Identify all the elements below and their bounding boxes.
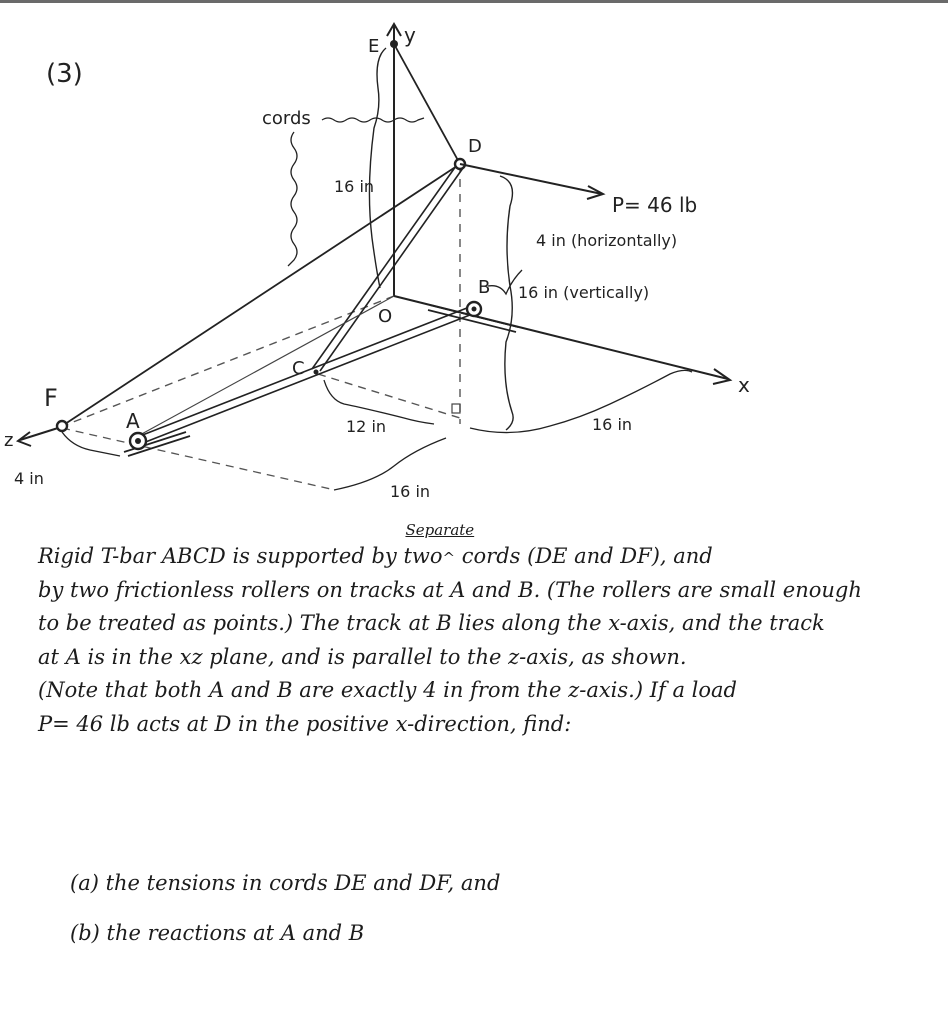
separate-note: Separate	[405, 521, 475, 539]
bar-AB-edge-1	[140, 306, 472, 436]
force-P-label: P= 46 lb	[612, 193, 698, 217]
line1-end: cords (DE and DF), and	[455, 544, 713, 568]
label-B: B	[478, 277, 491, 298]
dim-16-right-label: 16 in	[592, 415, 633, 434]
c-projection-line	[318, 374, 460, 418]
problem-number: (3)	[46, 59, 83, 89]
word-two: two	[403, 544, 443, 568]
bar-DC-edge-2	[320, 168, 463, 371]
label-C: C	[292, 358, 305, 379]
separate-insertion	[403, 521, 475, 574]
label-D: D	[468, 136, 482, 157]
roller-A-center	[135, 438, 141, 444]
dim-vertical-label: 16 in (vertically)	[518, 283, 650, 302]
z-axis	[58, 296, 394, 428]
cord-DE	[394, 44, 460, 164]
y-axis-label: y	[404, 23, 416, 47]
bar-upper-faint-line	[138, 296, 394, 436]
brace-4-left	[62, 432, 120, 456]
statement-line-4: at A is in the xz plane, and is parallel to the z-axis, as shown.	[38, 644, 687, 669]
x-axis-label: x	[738, 373, 750, 397]
line1-start: Rigid T-bar ABCD is supported by	[38, 544, 404, 568]
statement-line-2: by two frictionless rollers on tracks at A and B. (The rollers are small enough	[38, 577, 862, 602]
label-A: A	[126, 409, 140, 433]
problem-statement	[38, 521, 928, 742]
dim-16-bottom-label: 16 in	[390, 482, 431, 501]
label-F: F	[44, 384, 58, 412]
point-C-dot	[314, 370, 319, 375]
roller-B-center	[472, 307, 477, 312]
dim-horizontal-label: 4 in (horizontally)	[536, 231, 678, 250]
cords-pointer-right	[322, 118, 424, 122]
brace-ED	[369, 48, 386, 288]
bottom-projection-line	[62, 428, 335, 490]
point-F-dot	[57, 421, 67, 431]
dim-12-label: 12 in	[346, 417, 387, 436]
insertion-caret: ^	[442, 549, 456, 567]
brace-16-right	[470, 370, 692, 432]
question-b: (b) the reactions at A and B	[70, 921, 365, 946]
cord-DF	[62, 164, 460, 426]
statement-line-5: (Note that both A and B are exactly 4 in from the z-axis.) If a load	[38, 678, 737, 703]
brace-right-vertical	[500, 176, 513, 430]
dim-ED-label: 16 in	[334, 177, 375, 196]
force-P-arrow	[460, 164, 602, 194]
cords-label: cords	[262, 108, 311, 129]
brace-B-vertical	[488, 270, 522, 294]
point-E-dot	[390, 40, 398, 48]
bar-DC-edge-1	[312, 166, 456, 369]
question-a: (a) the tensions in cords DE and DF, and	[70, 871, 501, 895]
cords-pointer-down	[288, 132, 297, 266]
z-axis-label: z	[4, 430, 14, 451]
statement-line-6: P= 46 lb acts at D in the positive x-direction, find:	[38, 711, 572, 736]
label-O: O	[378, 306, 393, 327]
question-list	[70, 858, 500, 959]
right-angle-mark	[452, 404, 460, 413]
label-E: E	[368, 36, 380, 57]
dim-4-left-label: 4 in	[14, 469, 44, 488]
statement-line-1	[38, 521, 928, 574]
bar-AB-edge-2	[143, 313, 475, 443]
statement-line-3: to be treated as points.) The track at B lies along the x-axis, and the track	[38, 611, 825, 636]
